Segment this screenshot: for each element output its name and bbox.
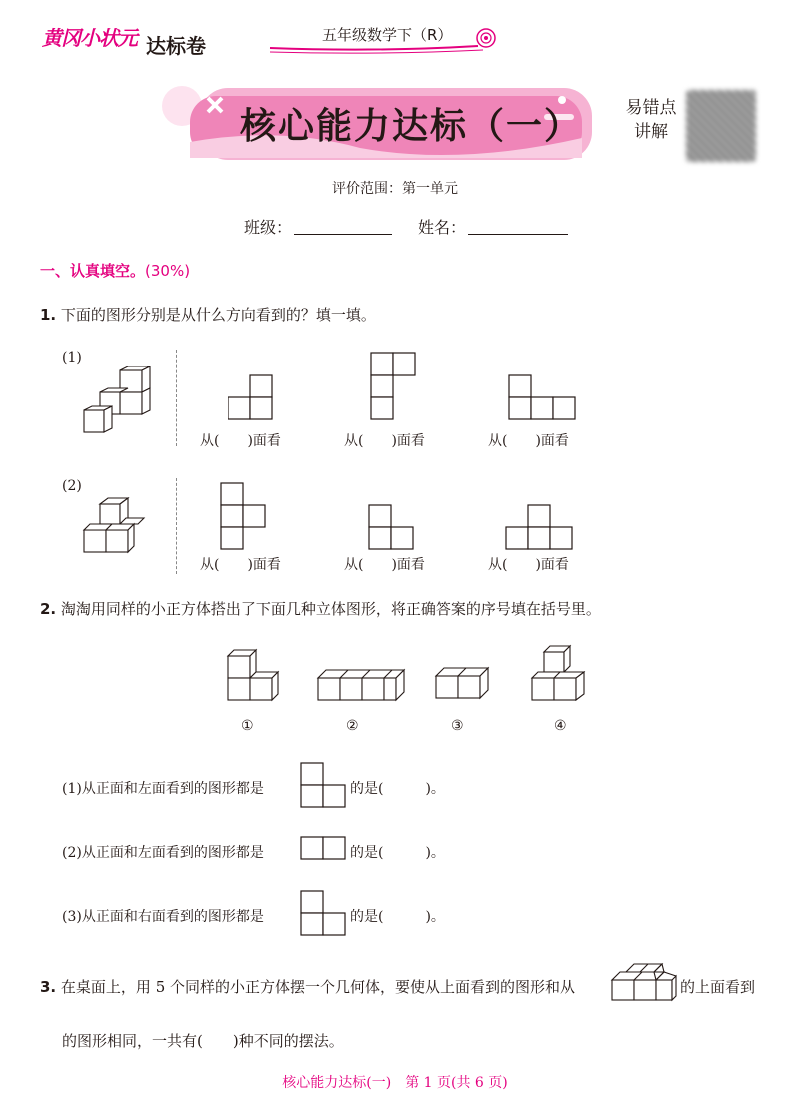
- q3-solid: [604, 962, 680, 1004]
- q3-text-c[interactable]: 的图形相同，一共有( )种不同的摆法。: [62, 1032, 344, 1050]
- name-field[interactable]: [418, 215, 568, 238]
- q1-part1-solid: [82, 366, 154, 436]
- q2-label-3: ③: [451, 718, 464, 734]
- question-3: [40, 976, 575, 997]
- q2-sub2-answer[interactable]: 的是( )。: [350, 845, 445, 861]
- question-1: [40, 304, 376, 325]
- series-name: 达标卷: [146, 34, 206, 58]
- class-blank[interactable]: [294, 234, 392, 235]
- q1-1-caption-b[interactable]: 从( )面看: [344, 433, 425, 449]
- section-title: [40, 260, 190, 281]
- q1-2-caption-c[interactable]: 从( )面看: [488, 557, 569, 573]
- q2-sub3-shape: [300, 890, 346, 936]
- q1-part1-label: (1): [62, 350, 82, 366]
- q2-solid-1: [224, 648, 288, 704]
- class-label: 班级：: [244, 218, 293, 237]
- q1-2-caption-a[interactable]: 从( )面看: [200, 557, 281, 573]
- q2-solid-2: [316, 666, 408, 706]
- error-label-line2: 讲解: [634, 122, 668, 142]
- q1-part2-label: (2): [62, 478, 82, 494]
- q1-part2-solid: [82, 494, 146, 558]
- q1-number: 1.: [40, 306, 57, 324]
- q1-text: 下面的图形分别是从什么方向看到的？填一填。: [60, 306, 376, 324]
- q2-sub2-text: (2)从正面和左面看到的图形都是: [62, 845, 264, 861]
- q2-sub1-text: (1)从正面和左面看到的图形都是: [62, 781, 264, 797]
- q2-label-2: ②: [346, 718, 359, 734]
- q1-2-view-b: [368, 504, 414, 550]
- q2-sub2-shape: [300, 836, 346, 860]
- q1-1-view-c: [508, 374, 576, 420]
- q3-text-b: 的上面看到: [680, 978, 756, 996]
- q1-divider-2: [176, 478, 177, 574]
- q3-text-a: 在桌面上，用 5 个同样的小正方体摆一个几何体，要使从上面看到的图形和从: [60, 978, 576, 996]
- q1-1-view-b: [370, 352, 416, 420]
- q1-2-view-c: [504, 504, 574, 550]
- q2-label-1: ①: [241, 718, 254, 734]
- q2-sub1-answer[interactable]: 的是( )。: [350, 781, 445, 797]
- q1-2-caption-b[interactable]: 从( )面看: [344, 557, 425, 573]
- q2-sub3-answer[interactable]: 的是( )。: [350, 909, 445, 925]
- page-footer: 核心能力达标(一) 第 1 页(共 6 页): [282, 1075, 508, 1091]
- q2-solid-4: [530, 642, 594, 706]
- banner-title: 核心能力达标（一）: [240, 105, 583, 147]
- grade-label: 五年级数学下（R）: [322, 26, 453, 44]
- q1-1-caption-a[interactable]: 从( )面看: [200, 433, 281, 449]
- qr-code-icon[interactable]: [686, 90, 756, 162]
- q2-number: 2.: [40, 600, 57, 618]
- q1-divider-1: [176, 350, 177, 446]
- brand-logo: 黄冈小状元: [42, 26, 137, 50]
- q2-solid-3: [432, 664, 498, 706]
- q1-2-view-a: [220, 482, 268, 550]
- q1-1-view-a: [228, 374, 274, 420]
- error-label-line1: 易错点: [625, 98, 677, 118]
- question-2: [40, 598, 601, 619]
- q2-text: 淘淘用同样的小正方体搭出了下面几种立体图形，将正确答案的序号填在括号里。: [60, 600, 601, 618]
- error-explain-label: [620, 96, 682, 144]
- q2-sub3-text: (3)从正面和右面看到的图形都是: [62, 909, 264, 925]
- section-score: (30%): [145, 262, 191, 280]
- name-blank[interactable]: [468, 234, 568, 235]
- q3-number: 3.: [40, 978, 57, 996]
- q1-1-caption-c[interactable]: 从( )面看: [488, 433, 569, 449]
- class-field[interactable]: [244, 215, 392, 238]
- evaluation-scope: 评价范围：第一单元: [332, 181, 458, 197]
- q2-sub1-shape: [300, 762, 346, 808]
- name-label: 姓名：: [418, 218, 467, 237]
- section-title-text: 一、认真填空。: [40, 262, 146, 280]
- q2-label-4: ④: [554, 718, 567, 734]
